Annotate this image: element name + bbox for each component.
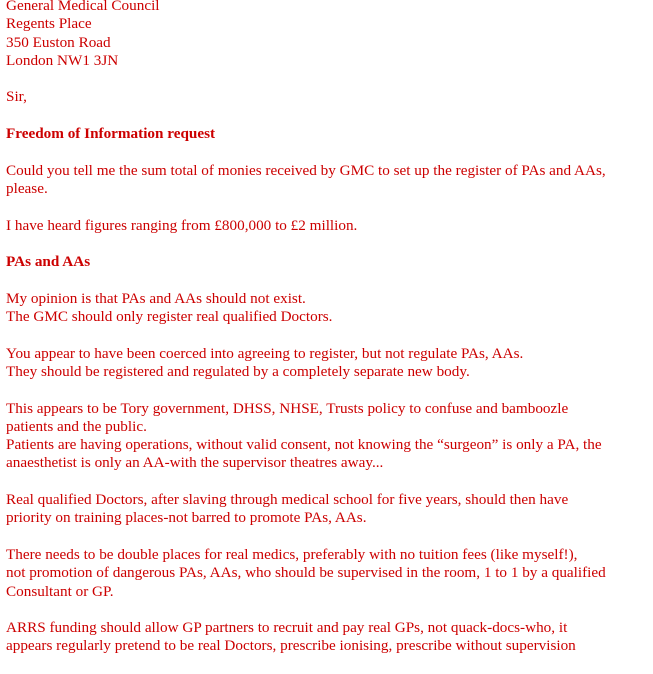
salutation <box>6 88 646 106</box>
paragraph-line: This appears to be Tory government, DHSS, NHSE, Trusts policy to confuse and bamboozle <box>6 399 569 417</box>
paragraph-line: Real qualified Doctors, after slaving through medical school for five years, should then have <box>6 491 569 509</box>
heading-pas-text: PAs and AAs <box>6 253 91 271</box>
address-block <box>6 0 646 70</box>
paragraph-line: Consultant or GP. <box>6 582 114 600</box>
foi-paragraph <box>6 217 646 235</box>
paragraph-line: You appear to have been coerced into agreeing to register, but not regulate PAs, AAs. <box>6 344 524 362</box>
paragraph-line: The GMC should only register real qualified Doctors. <box>6 308 333 326</box>
paragraph-line: anaesthetist is only an AA-with the supervisor theatres away... <box>6 454 384 472</box>
heading-pas <box>6 253 646 271</box>
address-line: Regents Place <box>6 15 92 33</box>
salutation-text: Sir, <box>6 88 27 106</box>
paragraph-line: There needs to be double places for real medics, preferably with no tuition fees (like myself!), <box>6 545 578 563</box>
paragraph-line: priority on training places-not barred to promote PAs, AAs. <box>6 509 367 527</box>
pas-paragraph <box>6 619 646 656</box>
address-line: London NW1 3JN <box>6 51 119 69</box>
paragraph-line: not promotion of dangerous PAs, AAs, who should be supervised in the room, 1 to 1 by a qualified <box>6 564 606 582</box>
paragraph-line: I have heard figures ranging from £800,000 to £2 million. <box>6 216 358 234</box>
pas-paragraph <box>6 345 646 382</box>
address-line: 350 Euston Road <box>6 33 111 51</box>
heading-foi-text: Freedom of Information request <box>6 125 216 143</box>
pas-paragraph <box>6 290 646 327</box>
paragraph-line: My opinion is that PAs and AAs should not exist. <box>6 289 306 307</box>
pas-paragraph <box>6 400 646 473</box>
address-line: General Medical Council <box>6 0 160 14</box>
heading-foi <box>6 125 646 143</box>
paragraph-line: They should be registered and regulated by a completely separate new body. <box>6 362 470 380</box>
paragraph-line: patients and the public. <box>6 417 147 435</box>
pas-paragraph <box>6 491 646 528</box>
paragraph-line: Could you tell me the sum total of monies received by GMC to set up the register of PAs and AAs, <box>6 161 606 179</box>
paragraph-line: Patients are having operations, without valid consent, not knowing the “surgeon” is only a PA, the <box>6 436 602 454</box>
letter-body <box>6 0 646 674</box>
paragraph-line: ARRS funding should allow GP partners to recruit and pay real GPs, not quack-docs-who, it <box>6 619 568 637</box>
paragraph-line: please. <box>6 179 48 197</box>
pas-paragraph <box>6 546 646 601</box>
foi-paragraph <box>6 162 646 199</box>
paragraph-line: appears regularly pretend to be real Doctors, prescribe ionising, prescribe without supervision <box>6 637 576 655</box>
